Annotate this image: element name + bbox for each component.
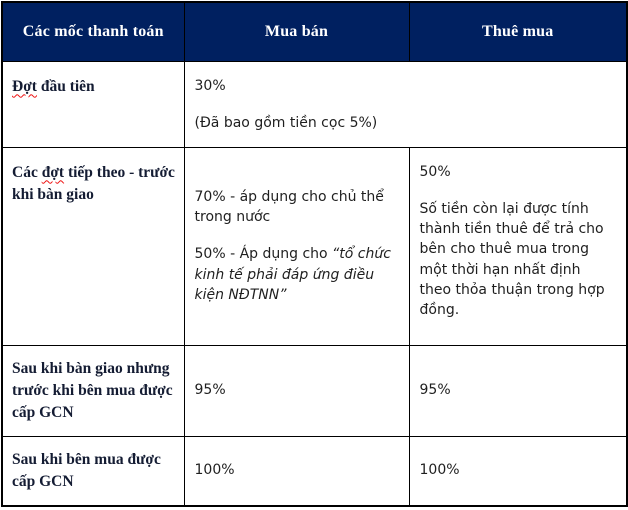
- row-label-after-gcn: Sau khi bên mua được cấp GCN: [2, 436, 184, 506]
- row-label-after-handover: Sau khi bàn giao nhưng trước khi bên mua được cấp GCN: [2, 345, 184, 436]
- payment-milestones-table: [1, 1, 628, 507]
- row-label-first-installment: [2, 61, 184, 147]
- value-percent: 100%: [194, 462, 235, 479]
- quoted-legal-phrase: “tổ chức kinh tế phải đáp ứng điều kiện NĐTNN”: [194, 246, 391, 303]
- header-cell-mua-ban: Mua bán: [184, 2, 409, 61]
- cell-after-gcn-thue-mua: [409, 436, 627, 506]
- value-percent: 50%: [419, 163, 451, 180]
- header-cell-thue-mua: Thuê mua: [409, 2, 627, 61]
- value-note: (Đã bao gồm tiền cọc 5%): [194, 114, 378, 131]
- row-label-next-installments: [2, 147, 184, 345]
- header-cell-milestones: Các mốc thanh toán: [2, 2, 184, 61]
- table-row-next-installments: [2, 147, 627, 345]
- row-label-text: tiếp theo - trước khi bàn giao: [12, 163, 175, 203]
- value-percent: 95%: [194, 382, 226, 399]
- table-row-after-handover: [2, 345, 627, 436]
- value-percent: 95%: [419, 382, 451, 399]
- cell-after-handover-mua-ban: [184, 345, 409, 436]
- header-row: [2, 2, 627, 61]
- cell-after-gcn-mua-ban: [184, 436, 409, 506]
- value-percent: 30%: [194, 77, 226, 94]
- cell-next-installments-mua-ban: [184, 147, 409, 345]
- table-row-first-installment: [2, 61, 627, 147]
- row-label-text: Các: [12, 163, 42, 181]
- cell-next-installments-thue-mua: [409, 147, 627, 345]
- misspelled-word: đợt: [41, 163, 65, 181]
- value-percent-foreign: 50% - Áp dụng cho “tổ chức kinh tế phải đáp ứng điều kiện NĐTNN”: [194, 246, 391, 303]
- table-row-after-gcn: [2, 436, 627, 506]
- value-note: Số tiền còn lại được tính thành tiền thuê để trả cho bên cho thuê mua trong một thời hạn nhất định theo thỏa thuận trong hợp đồng.: [419, 200, 605, 319]
- value-percent: 100%: [419, 462, 460, 479]
- cell-after-handover-thue-mua: [409, 345, 627, 436]
- row-label-text: đầu tiên: [36, 77, 95, 95]
- misspelled-word: Đợt: [12, 77, 37, 95]
- cell-first-installment-merged: [184, 61, 627, 147]
- value-percent-domestic: 70% - áp dụng cho chủ thể trong nước: [194, 188, 384, 226]
